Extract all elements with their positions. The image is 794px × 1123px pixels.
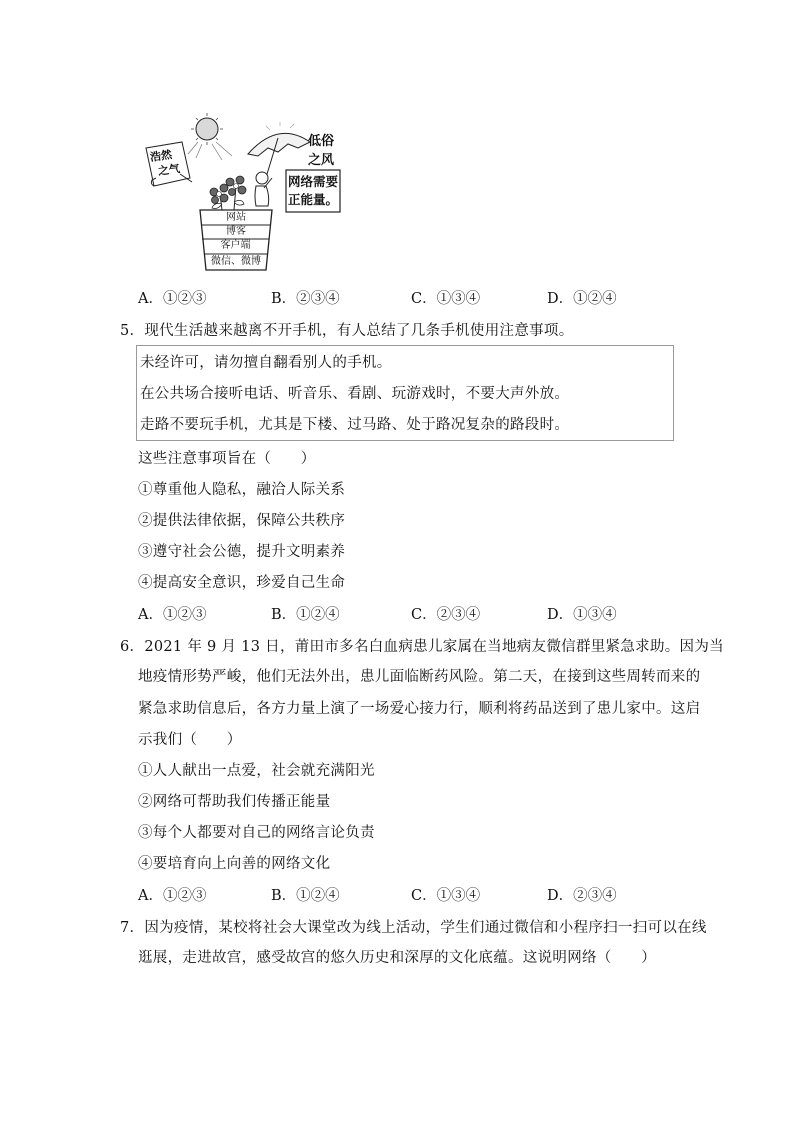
q5-item-2: ②提供法律依据，保障公共秩序 <box>138 513 346 529</box>
q6-item-4: ④要培育向上向善的网络文化 <box>138 856 331 872</box>
q5-option-a: A．①②③ <box>138 607 207 623</box>
q7-stem-line-1: 7．因为疫情，某校将社会大课堂改为线上活动，学生们通过微信和小程序扫一扫可以在线 <box>120 920 707 936</box>
q5-item-1: ①尊重他人隐私，融洽人际关系 <box>138 482 346 498</box>
q5-item-4: ④提高安全意识，珍爱自己生命 <box>138 575 346 591</box>
q6-stem-line-2: 地疫情形势严峻，他们无法外出，患儿面临断药风险。第二天，在接到这些周转而来的 <box>138 669 701 685</box>
sign-line2: 正能量。 <box>288 192 339 207</box>
right-top-line2: 之风 <box>308 153 335 168</box>
q6-item-1: ①人人献出一点爱，社会就充满阳光 <box>138 763 375 779</box>
q5-options <box>138 605 658 625</box>
q7-stem-line-2: 逛展，走进故宫，感受故宫的悠久历史和深厚的文化底蕴。这说明网络（ ） <box>138 950 656 966</box>
pot-row-3: 客户端 <box>220 240 251 251</box>
q4-option-c: C．①③④ <box>411 291 481 307</box>
right-top-text <box>308 132 334 170</box>
q4-option-b: B．②③④ <box>271 291 340 307</box>
q4-options <box>138 289 658 309</box>
q6-options <box>138 886 658 906</box>
flower-icon <box>210 176 246 210</box>
q5-option-d: D．①③④ <box>547 607 617 623</box>
q5-box-line-1: 未经许可，请勿擅自翻看别人的手机。 <box>140 355 392 371</box>
q6-stem-line-1: 6．2021 年 9 月 13 日，莆田市多名白血病患儿家属在当地病友微信群里紧急求助。因为当 <box>120 639 724 655</box>
q6-item-2: ②网络可帮助我们传播正能量 <box>138 794 331 810</box>
q6-option-c: C．①③④ <box>411 888 481 904</box>
q6-option-b: B．①②④ <box>271 888 340 904</box>
q5-item-3: ③遵守社会公德，提升文明素养 <box>138 544 346 560</box>
q4-option-d: D．①②④ <box>547 291 617 307</box>
q5-note-box <box>136 345 674 441</box>
q5-stem: 5．现代生活越来越离不开手机，有人总结了几条手机使用注意事项。 <box>120 323 574 339</box>
q6-stem-line-4: 示我们（ ） <box>138 732 242 748</box>
sign-line1: 网络需要 <box>288 174 339 189</box>
q5-option-c: C．②③④ <box>411 607 481 623</box>
left-card-line1: 浩然 <box>149 148 173 164</box>
sun-icon <box>188 113 232 160</box>
sign-text <box>288 173 338 209</box>
person-icon <box>255 172 272 206</box>
q5-question: 这些注意事项旨在（ ） <box>138 451 316 467</box>
q6-item-3: ③每个人都要对自己的网络言论负责 <box>138 825 375 841</box>
pot-row-4: 微信、微博 <box>211 256 261 267</box>
q6-stem-line-3: 紧急求助信息后，各方力量上演了一场爱心接力行，顺利将药品送到了患儿家中。这启 <box>138 701 701 717</box>
cartoon-illustration <box>138 112 343 274</box>
right-top-line1: 低俗 <box>308 134 335 149</box>
left-card-line2: 之气 <box>157 162 181 178</box>
left-card-text <box>149 146 181 180</box>
pot-row-1: 网站 <box>226 212 246 223</box>
q4-option-a: A．①②③ <box>138 291 207 307</box>
q5-option-b: B．①②④ <box>271 607 340 623</box>
pot-row-2: 博客 <box>226 226 246 237</box>
q6-option-d: D．②③④ <box>547 888 617 904</box>
q5-box-line-3: 走路不要玩手机，尤其是下楼、过马路、处于路况复杂的路段时。 <box>140 417 570 433</box>
q6-option-a: A．①②③ <box>138 888 207 904</box>
q5-box-line-2: 在公共场合接听电话、听音乐、看剧、玩游戏时，不要大声外放。 <box>140 386 570 402</box>
